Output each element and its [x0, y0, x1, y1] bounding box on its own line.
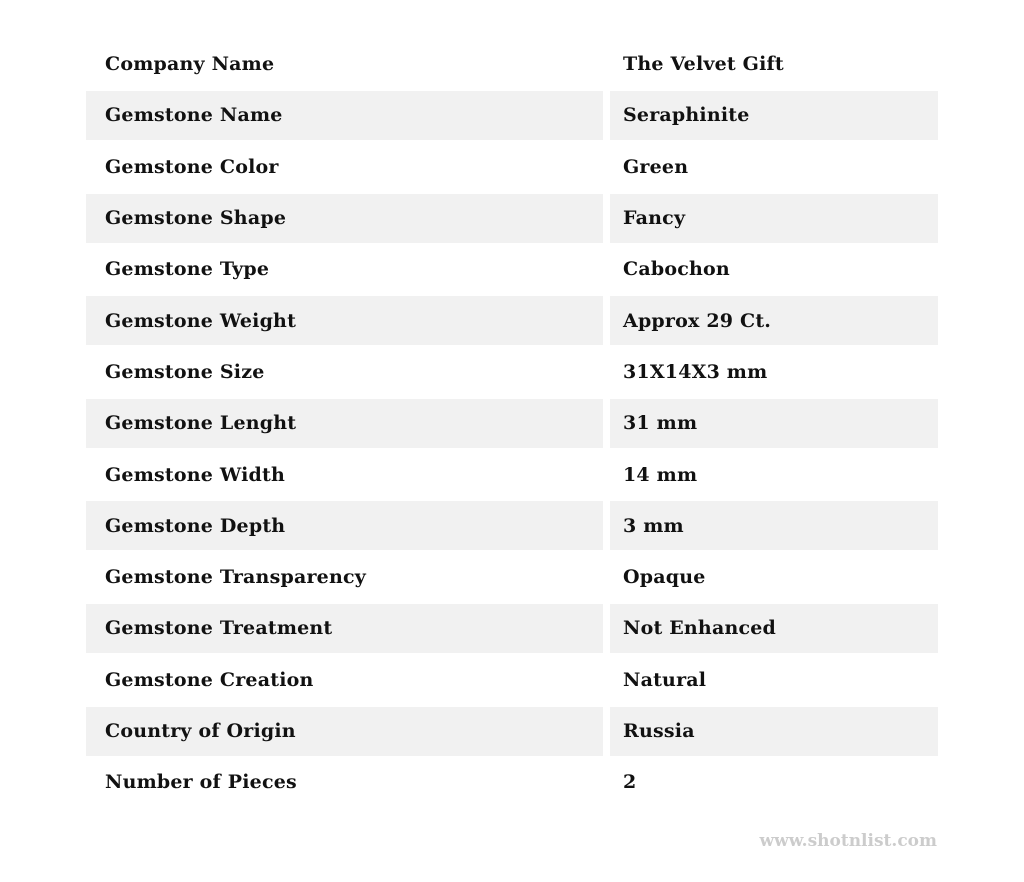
spec-label: Gemstone Transparency — [105, 566, 366, 589]
spec-label: Gemstone Color — [105, 155, 279, 178]
spec-value: The Velvet Gift — [623, 53, 784, 76]
spec-value: 2 — [623, 771, 637, 794]
table-row — [86, 40, 938, 89]
table-row — [86, 707, 938, 756]
table-row — [86, 91, 938, 140]
spec-value: Natural — [623, 668, 707, 691]
spec-value: Green — [623, 155, 689, 178]
spec-value: Approx 29 Ct. — [610, 296, 938, 345]
spec-label: Gemstone Name — [86, 91, 603, 140]
spec-label: Gemstone Treatment — [86, 604, 603, 653]
table-row — [86, 553, 938, 602]
table-row — [86, 296, 938, 345]
spec-value: Not Enhanced — [610, 604, 938, 653]
spec-label: Number of Pieces — [105, 771, 297, 794]
table-row — [86, 399, 938, 448]
table-row — [86, 655, 938, 704]
spec-value: Seraphinite — [610, 91, 938, 140]
spec-label: Gemstone Size — [105, 360, 265, 383]
spec-label: Country of Origin — [86, 707, 603, 756]
spec-label: Gemstone Type — [105, 258, 270, 281]
table-row — [86, 604, 938, 653]
spec-value: Fancy — [610, 194, 938, 243]
spec-value: Cabochon — [623, 258, 730, 281]
table-row — [86, 142, 938, 191]
spec-value: Opaque — [623, 566, 706, 589]
spec-label: Gemstone Width — [105, 463, 285, 486]
table-row — [86, 194, 938, 243]
spec-value: 14 mm — [623, 463, 698, 486]
spec-label: Company Name — [105, 53, 275, 76]
spec-label: Gemstone Depth — [86, 501, 603, 550]
spec-label: Gemstone Creation — [105, 668, 314, 691]
spec-value: Russia — [610, 707, 938, 756]
spec-value: 31 mm — [610, 399, 938, 448]
spec-value: 31X14X3 mm — [623, 360, 768, 383]
spec-label: Gemstone Lenght — [86, 399, 603, 448]
table-row — [86, 245, 938, 294]
table-row — [86, 758, 938, 807]
spec-label: Gemstone Shape — [86, 194, 603, 243]
table-row — [86, 347, 938, 396]
gemstone-spec-table — [86, 40, 938, 809]
table-row — [86, 450, 938, 499]
watermark-text: www.shotnlist.com — [759, 831, 937, 851]
table-row — [86, 501, 938, 550]
spec-label: Gemstone Weight — [86, 296, 603, 345]
spec-value: 3 mm — [610, 501, 938, 550]
